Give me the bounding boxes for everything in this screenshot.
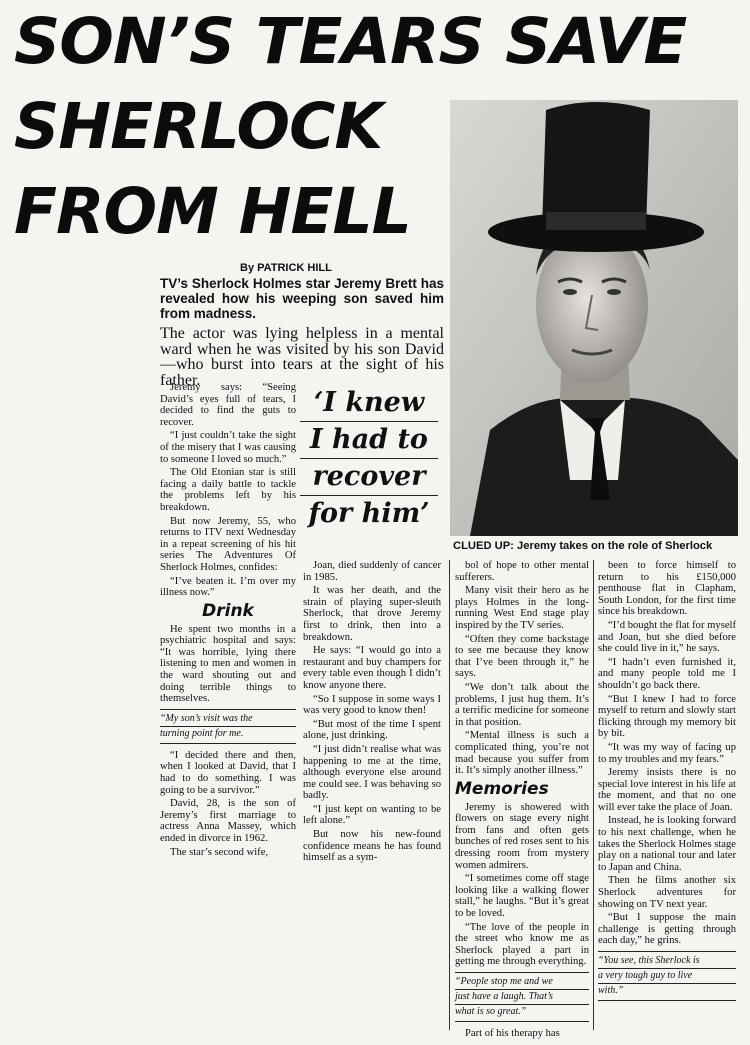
col1-paragraph: He spent two months in a psychiatric hospital and says: “It was horrible, lying there listening to men and women in the ward shouting out and doing terrible things to themselves. [160, 623, 296, 705]
col1-paragraph: Jeremy says: “Seeing David’s eyes full of tears, I decided to find the guts to recover. [160, 382, 296, 428]
col3-paragraph: Many visit their hero as he plays Holmes in the long-running West End stage play inspired by the TV series. [455, 585, 589, 631]
col3-paragraph: Jeremy is showered with flowers on stage every night from fans and often gets bunches of red roses sent to his dressing room from mystery women admirers. [455, 801, 589, 871]
col2-paragraph: It was her death, and the strain of playing super-sleuth Sherlock, that drove Jeremy first to drink, then into a breakdown. [303, 585, 441, 643]
pull-quote-3 [598, 951, 736, 1001]
pull-quote-2 [455, 972, 589, 1022]
col4-paragraph: “I hadn’t even furnished it, and many people told me I shouldn’t go back there. [598, 656, 736, 691]
pull-quote-1 [160, 709, 296, 744]
pull-quote-line: just have a laugh. That’s [455, 990, 589, 1005]
subhead-drink: Drink [202, 600, 254, 621]
col3-paragraph: “Often they come backstage to see me because they know that I’ve been through it,” he says. [455, 633, 589, 680]
col3-paragraph: bol of hope to other mental sufferers. [455, 560, 589, 583]
col2-paragraph: “I just didn’t realise what was happening to me at the time, although everyone else around me could see. I was behaving so badly. [303, 743, 441, 802]
col4-paragraph: been to force himself to return to his £150,000 penthouse flat in Clapham, South London, for the first time since his breakdown. [598, 560, 736, 618]
col1-paragraph: “I decided there and then, when I looked at David, that I had to do something. I was going to be a survivor.” [160, 749, 296, 796]
pull-quote-line: “You see, this Sherlock is [598, 954, 736, 969]
col4-paragraph: “I’d bought the flat for myself and Joan, but she died before she could live in it,” he says. [598, 619, 736, 655]
pull-quote-line: “People stop me and we [455, 975, 589, 990]
col2-paragraph: Joan, died suddenly of cancer in 1985. [303, 560, 441, 583]
portrait-illustration [450, 100, 738, 536]
col1-paragraph: But now Jeremy, 55, who returns to ITV next Wednesday in a repeat screening of his hit series The Adventures Of Sherlock Holmes, confides: [160, 515, 296, 573]
col4-paragraph: “But I knew I had to force myself to return and slowly start flicking through my memory bit by bit. [598, 693, 736, 740]
pull-quote-line: what is so great.” [455, 1006, 527, 1017]
pull-quote-line: turning point for me. [160, 727, 244, 739]
col1-paragraph: David, 28, is the son of Jeremy’s first marriage to actress Anna Massey, which ended in divorce in 1962. [160, 798, 296, 844]
col3-paragraph: “I sometimes come off stage looking like a walking flower stall,” he laughs. “But it’s great to be loved. [455, 873, 589, 920]
col2-paragraph: He says: “I would go into a restaurant and buy champers for every table even though I didn’t know anyone there. [303, 645, 441, 691]
col2-paragraph: “So I suppose in some ways I was very good to know then! [303, 693, 441, 717]
byline: By PATRICK HILL [240, 262, 332, 274]
col4-paragraph: Then he films another six Sherlock adventures for showing on TV next year. [598, 875, 736, 910]
quote-line: I had to [300, 422, 438, 459]
pull-quote-line: with.” [598, 985, 624, 996]
col2-paragraph: But now his new-found confidence means he has found himself as a sym- [303, 829, 441, 864]
column-rule [449, 560, 450, 1030]
quote-line: ‘I knew [300, 385, 438, 422]
column-4 [598, 560, 736, 1007]
col4-paragraph: Instead, he is looking forward to his next challenge, when he takes the Sherlock Holmes stage play on a national tour and later to Japan and China. [598, 815, 736, 873]
column-rule [593, 560, 594, 1030]
pull-quote-line: a very tough guy to live [598, 969, 736, 984]
col1-paragraph: The star’s second wife, [170, 846, 269, 858]
sherlock-photo [450, 100, 738, 536]
quote-line: for him’ [308, 498, 430, 529]
headline-line-1: SON’S TEARS SAVE [14, 5, 687, 78]
col1-paragraph: The Old Etonian star is still facing a daily battle to tackle the problems left by his breakdown. [160, 467, 296, 513]
col3-paragraph: “The love of the people in the street who know me as Sherlock played a part in getting me through everything. [455, 921, 589, 968]
col4-paragraph: “It was my way of facing up to my troubles and my fears.” [598, 741, 736, 765]
col3-paragraph: “We don’t talk about the problems, I just hug them. It’s a terrific medicine for someone in that position. [455, 681, 589, 728]
headline-line-3: FROM HELL [14, 175, 411, 248]
column-2 [303, 560, 441, 866]
headline-line-2: SHERLOCK [14, 90, 383, 163]
col1-paragraph: “I’ve beaten it. I’m over my illness now.” [160, 575, 296, 599]
photo-caption: CLUED UP: Jeremy takes on the role of Sherlock [453, 540, 713, 552]
intro-paragraph: TV’s Sherlock Holmes star Jeremy Brett has revealed how his weeping son saved him from madness. [160, 276, 444, 321]
lead-paragraph: The actor was lying helpless in a mental ward when he was visited by his son David—who burst into tears at the sight of his father. [160, 325, 444, 389]
col3-paragraph: Part of his therapy has [465, 1028, 560, 1039]
col4-paragraph: “But I suppose the main challenge is getting through each day,” he grins. [598, 912, 736, 947]
col2-paragraph: “I just kept on wanting to be left alone.” [303, 803, 441, 827]
col4-paragraph: Jeremy insists there is no special love interest in his life at the moment, and that no one will ever take the place of Joan. [598, 767, 736, 813]
col1-paragraph: “I just couldn’t take the sight of the misery that I was causing to someone I loved so much.” [160, 430, 296, 465]
col2-paragraph: “But most of the time I spent alone, just drinking. [303, 718, 441, 742]
subhead-memories: Memories [455, 778, 549, 799]
quote-line: recover [300, 459, 438, 496]
column-1 [160, 382, 296, 860]
pull-quote-line: “My son’s visit was the [160, 712, 296, 727]
col3-paragraph: “Mental illness is such a complicated thing, you’re not mad because you suffer from it. It’s simply another illness.” [455, 730, 589, 777]
quote-box [300, 385, 438, 532]
column-3 [455, 560, 589, 1042]
